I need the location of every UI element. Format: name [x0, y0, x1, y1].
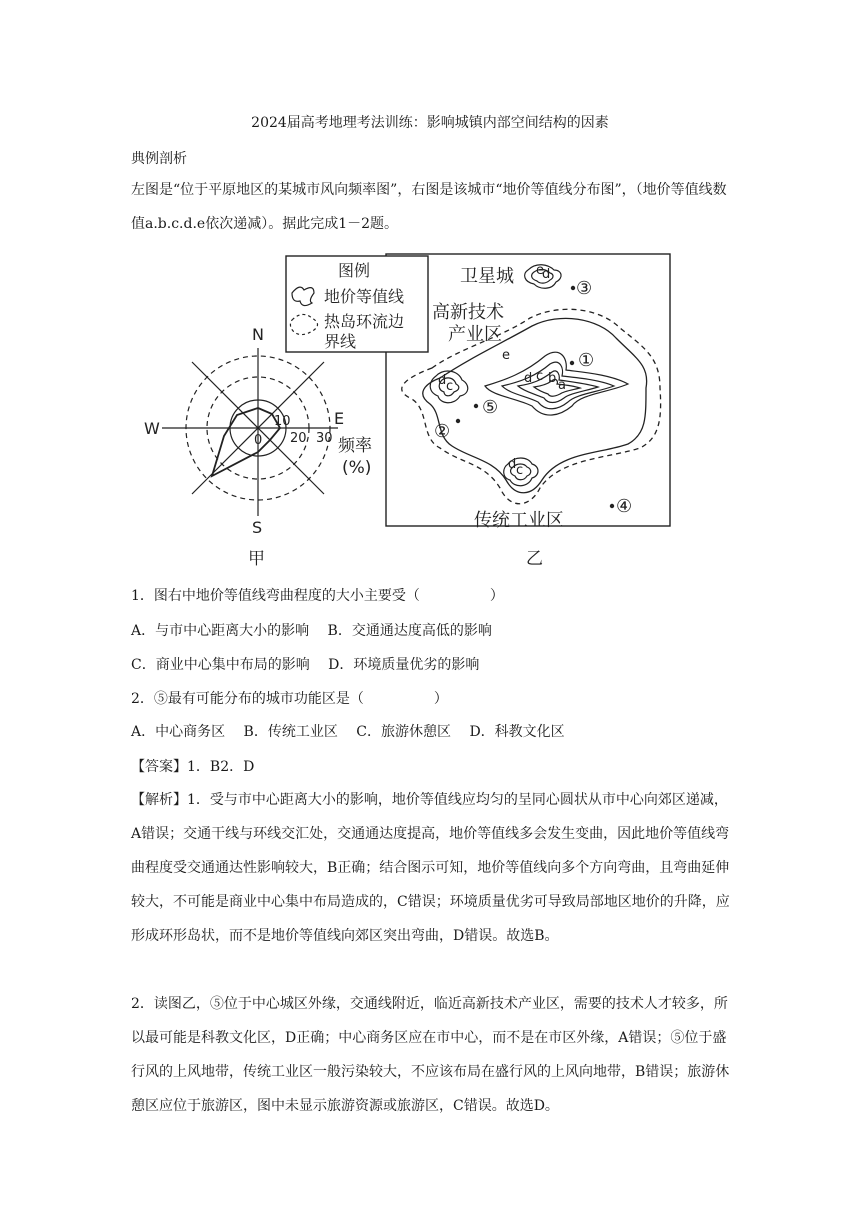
analysis-paragraph-1: 【解析】1．受与市中心距离大小的影响，地价等值线应均匀的呈同心圆状从市中心向郊区递减，A错误；交通干线与环线交汇处，交通通达度提高，地价等值线多会发生变曲，因此地价等值线弯曲程度受交通通达性影响较大，B正确；结合图示可知，地价等值线向多个方向弯曲，且弯曲延伸较大，不可能是商业中心集中布局造成的，C错误；环境质量优劣可导致局部地区地价的升降，应形成环形岛状，而不是地价等值线向郊区突出弯曲，D错误。故选B。 [131, 792, 730, 944]
direction-n: N [252, 325, 264, 344]
direction-s: S [252, 518, 263, 537]
caption-left: 甲 [248, 549, 265, 569]
mark-4: ④ [616, 496, 633, 517]
label-hightech-line2: 产业区 [448, 324, 502, 345]
unit-label-line2: (%) [342, 458, 372, 478]
question-1-options-line2: C．商业中心集中布局的影响 D．环境质量优劣的影响 [131, 657, 480, 673]
label-satellite-city: 卫星城 [460, 266, 514, 287]
tick-10: 10 [274, 414, 291, 429]
center-label-c: c [536, 369, 544, 384]
dot-5 [474, 404, 478, 408]
wind-frequency-polygon [212, 408, 280, 476]
hightech-label-c: c [446, 379, 454, 394]
question-2-options: A．中心商务区 B．传统工业区 C．旅游休憩区 D．科教文化区 [131, 724, 565, 740]
legend-item-heat-island-line2: 界线 [324, 332, 357, 351]
mark-2: ② [434, 421, 451, 442]
satellite-label-e: e [536, 263, 544, 278]
unit-label-line1: 频率 [338, 436, 372, 456]
tick-0: 0 [254, 433, 263, 448]
dot-2 [456, 419, 460, 423]
question-1-stem: 1．图右中地价等值线弯曲程度的大小主要受（ ） [131, 588, 504, 604]
dot-3 [571, 286, 575, 290]
question-2-stem: 2．⑤最有可能分布的城市功能区是（ ） [131, 691, 448, 707]
caption-right: 乙 [526, 549, 543, 569]
section-label: 典例剖析 [131, 151, 187, 167]
analysis-paragraph-2: 2．读图乙，⑤位于中心城区外缘，交通线附近，临近高新技术产业区，需要的技术人才较多，所以最可能是科教文化区，D正确；中心商务区应在市中心，而不是在市区外缘，A错误；⑤位于盛行风的上风地带，传统工业区一般污染较大，不应该布局在盛行风的上风向地带，B错误；旅游休憩区应位于旅游区，图中未显示旅游资源或旅游区，C错误。故选D。 [131, 996, 730, 1114]
dot-4 [610, 504, 614, 508]
mark-5: ⑤ [482, 397, 499, 418]
page-title: 2024届高考地理考法训练：影响城镇内部空间结构的因素 [251, 115, 609, 131]
figure-wind-and-land-price [140, 248, 680, 574]
industrial-label-c: c [516, 463, 524, 478]
heat-island-boundary [402, 309, 661, 503]
intro-paragraph: 左图是“位于平原地区的某城市风向频率图”，右图是该城市“地价等值线分布图”，（地价等值线数值a.b.c.d.e依次递减）。据此完成1－2题。 [131, 182, 727, 232]
center-label-b: b [548, 371, 557, 386]
direction-w: W [144, 419, 160, 438]
mark-1: ① [578, 350, 595, 371]
hightech-label-d: d [438, 373, 447, 388]
legend-item-contour: 地价等值线 [324, 287, 405, 306]
figure-svg [140, 248, 680, 574]
tick-30: 30 [316, 431, 333, 446]
industrial-label-d: d [508, 457, 517, 472]
mark-3: ③ [576, 278, 593, 299]
legend-item-heat-island-line1: 热岛环流边 [324, 312, 405, 331]
center-label-d: d [524, 371, 533, 386]
label-industrial-zone: 传统工业区 [474, 510, 564, 531]
label-hightech-line1: 高新技术 [432, 302, 504, 323]
direction-e: E [334, 409, 345, 428]
satellite-label-d: d [542, 267, 551, 282]
legend-title: 图例 [338, 261, 371, 280]
answer-line: 【答案】1．B2．D [131, 759, 255, 775]
tick-20: 20 [290, 431, 307, 446]
wind-rose-chart [162, 348, 338, 516]
question-1-options-line1: A．与市中心距离大小的影响 B．交通通达度高低的影响 [131, 623, 492, 639]
center-label-e: e [502, 348, 510, 363]
dot-1 [570, 361, 574, 365]
center-label-a: a [558, 378, 566, 393]
